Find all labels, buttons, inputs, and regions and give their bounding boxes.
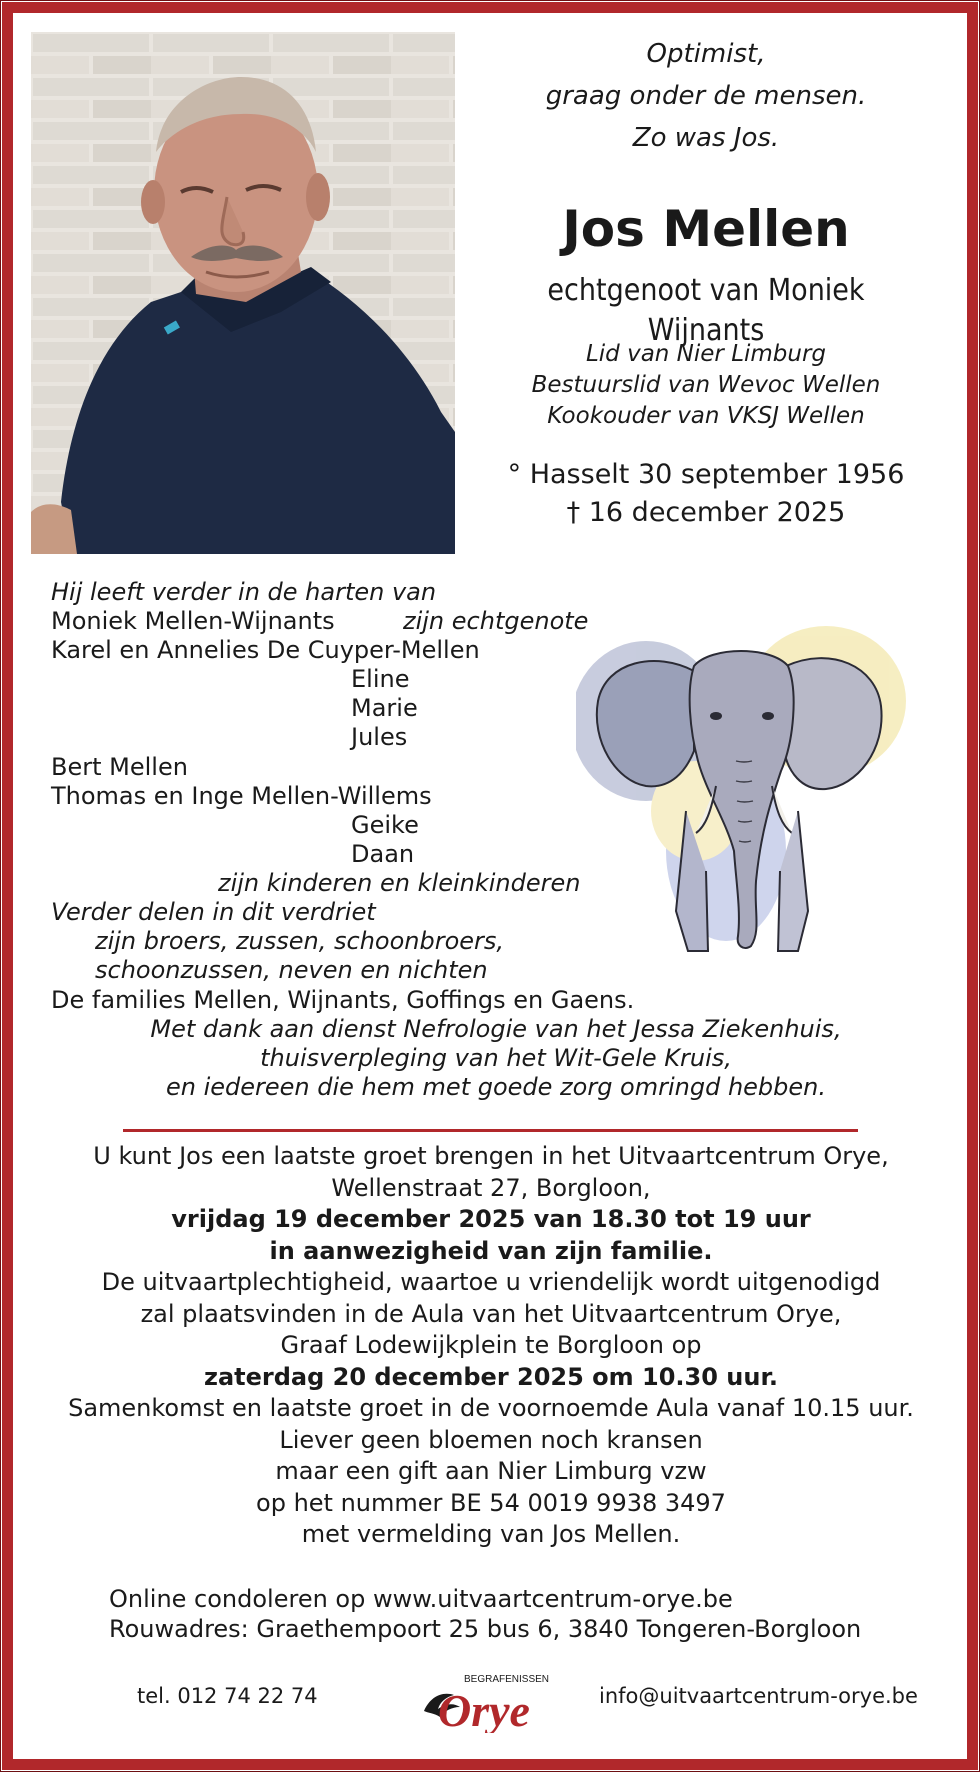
- info-line: U kunt Jos een laatste groet brengen in het Uitvaartcentrum Orye,: [93, 1142, 889, 1170]
- grandchild: Marie: [351, 694, 418, 722]
- grandchild: Daan: [351, 840, 415, 868]
- divider-line: [123, 1129, 858, 1132]
- info-line: Liever geen bloemen noch kransen: [279, 1425, 703, 1454]
- role-line: Kookouder van VKSJ Wellen: [547, 403, 865, 429]
- child-line: Karel en Annelies De Cuyper-Mellen: [51, 636, 480, 664]
- online-condolence: Online condoleren op www.uitvaartcentrum-orye.be: [109, 1585, 733, 1613]
- spouse-name: Moniek Mellen-Wijnants: [51, 607, 335, 635]
- grandchild: Geike: [351, 811, 419, 839]
- thanks-line: thuisverpleging van het Wit-Gele Kruis,: [260, 1044, 732, 1072]
- spouse-line: echtgenoot van Moniek Wijnants: [547, 273, 865, 348]
- funeral-info: [41, 1141, 941, 1551]
- family-intro: Hij leeft verder in de harten van: [51, 578, 437, 606]
- quote-line: Optimist,: [646, 39, 766, 69]
- siblings-line: schoonzussen, neven en nichten: [95, 956, 488, 984]
- info-line: Wellenstraat 27, Borgloon,: [331, 1173, 651, 1202]
- info-line: zaterdag 20 december 2025 om 10.30 uur.: [203, 1362, 778, 1391]
- child-line: Thomas en Inge Mellen-Willems: [51, 782, 432, 810]
- logo-top-text: BEGRAFENISSEN: [464, 1674, 550, 1685]
- mourning-address: Rouwadres: Graethempoort 25 bus 6, 3840 Tongeren-Borgloon: [109, 1615, 862, 1643]
- elephant-illustration: [576, 611, 911, 976]
- dates: [471, 456, 941, 532]
- email-address: info@uitvaartcentrum-orye.be: [599, 1684, 918, 1708]
- info-line: in aanwezigheid van zijn familie.: [269, 1236, 713, 1265]
- phone-number: tel. 012 74 22 74: [137, 1684, 318, 1708]
- info-line: maar een gift aan Nier Limburg vzw: [275, 1457, 707, 1485]
- logo-word: Orye: [438, 1685, 530, 1733]
- roles: [471, 339, 941, 432]
- info-line: op het nummer BE 54 0019 9938 3497: [256, 1488, 726, 1517]
- spouse-role: zijn echtgenote: [403, 607, 589, 635]
- info-line: vrijdag 19 december 2025 van 18.30 tot 19 uur: [171, 1205, 811, 1233]
- grandchild: Jules: [351, 723, 408, 751]
- info-line: Samenkomst en laatste groet in de voornoemde Aula vanaf 10.15 uur.: [68, 1394, 914, 1422]
- child-line: Bert Mellen: [51, 753, 188, 781]
- families-line: De families Mellen, Wijnants, Goffings en Gaens.: [51, 986, 635, 1014]
- quote: [471, 33, 941, 159]
- further-intro: Verder delen in dit verdriet: [51, 898, 376, 926]
- thanks-line: Met dank aan dienst Nefrologie van het Jessa Ziekenhuis,: [150, 1015, 842, 1043]
- orye-logo: [416, 1671, 566, 1733]
- portrait-photo: [31, 32, 455, 554]
- birth-date: ° Hasselt 30 september 1956: [507, 459, 905, 490]
- deceased-name: Jos Mellen: [562, 200, 850, 258]
- role-line: Lid van Nier Limburg: [585, 341, 827, 367]
- role-line: Bestuurslid van Wevoc Wellen: [531, 372, 881, 398]
- info-line: zal plaatsvinden in de Aula van het Uitvaartcentrum Orye,: [140, 1299, 842, 1328]
- grandchild: Eline: [351, 665, 410, 693]
- thanks-line: en iedereen die hem met goede zorg omringd hebben.: [165, 1073, 827, 1101]
- quote-line: graag onder de mensen.: [545, 81, 867, 111]
- info-line: De uitvaartplechtigheid, waartoe u vriendelijk wordt uitgenodigd: [101, 1268, 881, 1296]
- children-role: zijn kinderen en kleinkinderen: [218, 869, 581, 897]
- siblings-line: zijn broers, zussen, schoonbroers,: [95, 927, 505, 955]
- quote-line: Zo was Jos.: [632, 123, 780, 153]
- death-date: † 16 december 2025: [566, 497, 846, 528]
- info-line: Graaf Lodewijkplein te Borgloon op: [280, 1331, 702, 1359]
- info-line: met vermelding van Jos Mellen.: [301, 1520, 681, 1548]
